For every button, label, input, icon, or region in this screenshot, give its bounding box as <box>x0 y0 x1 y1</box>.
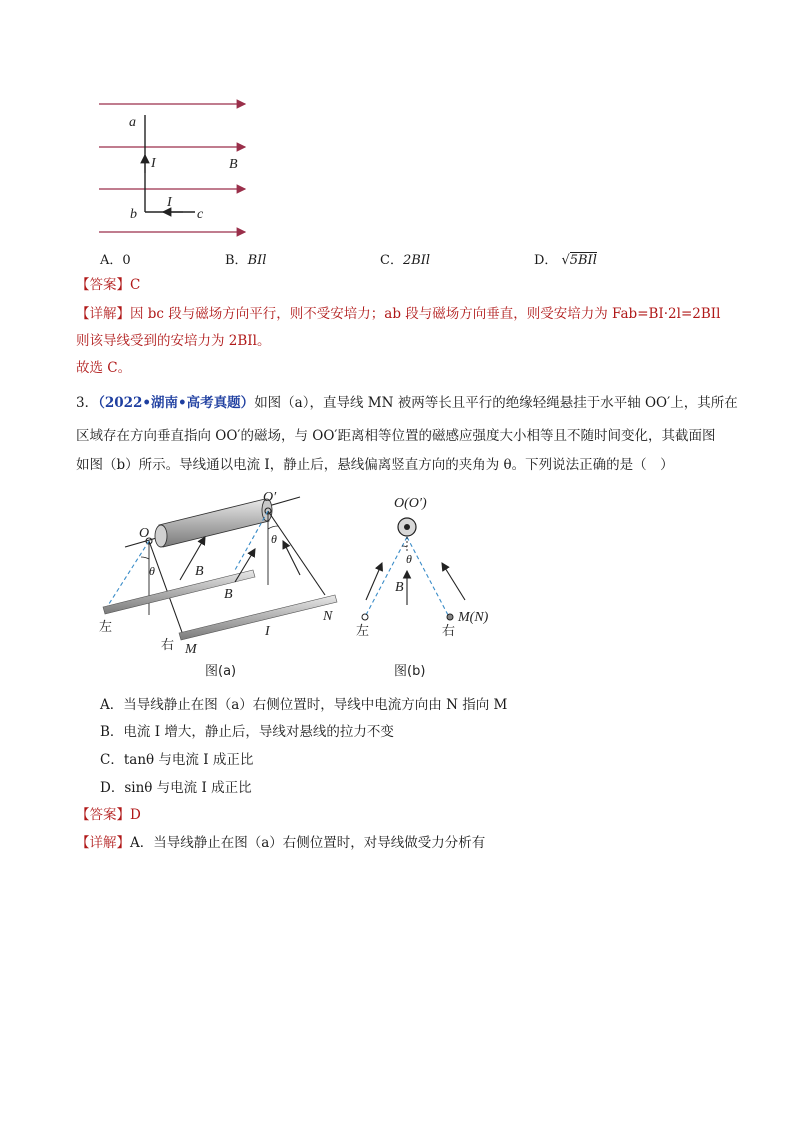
explanation-line: 【详解】A．当导线静止在图（a）右侧位置时，对导线做受力分析有 <box>76 835 486 851</box>
label-B: B <box>229 157 238 172</box>
theta-label: θ <box>149 564 155 578</box>
option-a: A．0 <box>100 253 131 268</box>
label-O: O(O′) <box>394 496 427 511</box>
option-d: D． √5BIl <box>534 253 597 268</box>
label-M: M <box>185 642 197 657</box>
explanation-line: 【详解】因 bc 段与磁场方向平行，则不受安培力；ab 段与磁场方向垂直，则受安培力为 Fab=BI·2l=2BIl <box>76 306 721 322</box>
label-O-prime: O′ <box>263 490 277 505</box>
theta-label: θ <box>271 532 277 546</box>
label-b: b <box>130 207 137 222</box>
label-B: B <box>195 564 204 579</box>
label-right: 右 <box>442 624 456 639</box>
label-I: I <box>167 195 172 210</box>
label-B: B <box>224 587 233 602</box>
label-left: 左 <box>356 624 370 639</box>
figure-a <box>95 485 350 685</box>
axle-cylinder <box>159 499 269 547</box>
option-d: D．sinθ 与电流 I 成正比 <box>100 780 252 796</box>
option-c: C．2BIl <box>380 253 431 268</box>
theta-label: θ <box>406 552 412 566</box>
question-3-line: 3．（2022•湖南•高考真题）如图（a），直导线 MN 被两等长且平行的绝缘轻绳悬挂于水平轴 OO′上，其所在 <box>76 395 738 411</box>
label-left: 左 <box>99 620 113 635</box>
option-c: C．tanθ 与电流 I 成正比 <box>100 752 254 768</box>
option-b: B．BIl <box>225 253 267 268</box>
label-c: c <box>197 207 204 222</box>
option-a: A．当导线静止在图（a）右侧位置时，导线中电流方向由 N 指向 M <box>100 697 508 713</box>
label-I: I <box>151 156 156 171</box>
wire-MN <box>179 595 337 640</box>
figure-1-field-lines <box>95 95 265 243</box>
option-b: B．电流 I 增大，静止后，导线对悬线的拉力不变 <box>100 724 394 740</box>
label-O: O <box>139 526 150 541</box>
explanation-line: 则该导线受到的安培力为 2BIl。 <box>76 333 271 349</box>
label-I: I <box>265 624 270 639</box>
figure-caption: 图(a) <box>205 664 237 679</box>
label-right: 右 <box>161 638 175 653</box>
question-3-line: 如图（b）所示。导线通以电流 I，静止后，悬线偏离竖直方向的夹角为 θ。下列说法正确的是（ ） <box>76 457 674 473</box>
label-a: a <box>129 115 136 130</box>
label-B: B <box>395 580 404 595</box>
conclusion-line: 故选 C。 <box>76 360 132 376</box>
answer-line: 【答案】D <box>76 807 141 823</box>
figure-b <box>350 485 510 685</box>
figure-caption: 图(b) <box>394 664 426 679</box>
label-MN: M(N) <box>458 610 489 625</box>
answer-line: 【答案】C <box>76 277 141 293</box>
question-3-line: 区域存在方向垂直指向 OO′的磁场，与 OO′距离相等位置的磁感应强度大小相等且不随时间变化，其截面图 <box>76 428 716 444</box>
label-N: N <box>323 609 333 624</box>
